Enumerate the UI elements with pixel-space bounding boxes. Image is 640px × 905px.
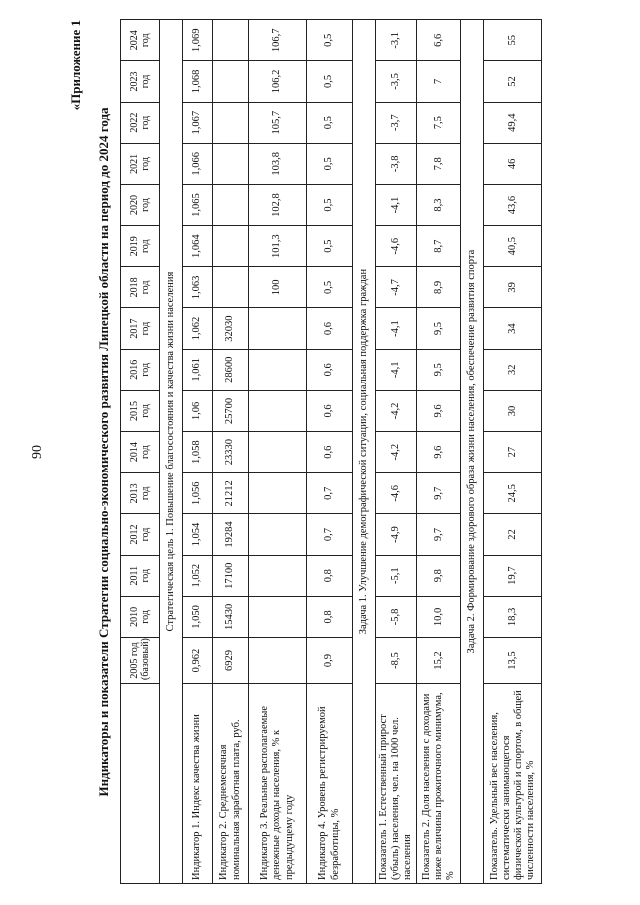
- table-cell: 1,063: [183, 267, 213, 308]
- table-cell: [249, 514, 307, 555]
- table-cell: 106,2: [249, 61, 307, 102]
- section-title: Задача 1. Улучшение демографической ситуации, социальная поддержка граждан: [353, 20, 376, 884]
- table-cell: -3,5: [376, 61, 417, 102]
- table-cell: 1,065: [183, 184, 213, 225]
- header-year: 2012 год: [121, 514, 160, 555]
- table-cell: 49,4: [484, 102, 542, 143]
- table-cell: 1,064: [183, 226, 213, 267]
- table-cell: [213, 184, 249, 225]
- section-row: [353, 20, 376, 884]
- table-cell: 105,7: [249, 102, 307, 143]
- table-cell: 27: [484, 432, 542, 473]
- header-year: 2021 год: [121, 143, 160, 184]
- table-row: [417, 20, 461, 884]
- table-cell: 28600: [213, 349, 249, 390]
- table-cell: 13,5: [484, 638, 542, 684]
- table-cell: -3,1: [376, 20, 417, 61]
- table-cell: 1,06: [183, 390, 213, 431]
- table-cell: 0,5: [307, 226, 353, 267]
- table-cell: 9,8: [417, 555, 461, 596]
- table-cell: -4,1: [376, 349, 417, 390]
- table-row: [376, 20, 417, 884]
- indicator-name: Показатель 2. Доля населения с доходами ниже величины прожиточного минимума, %: [417, 684, 461, 884]
- table-cell: 1,056: [183, 473, 213, 514]
- table-cell: 0,6: [307, 432, 353, 473]
- table-cell: 9,7: [417, 514, 461, 555]
- appendix-label: «Приложение 1: [68, 20, 83, 111]
- table-cell: 9,6: [417, 390, 461, 431]
- table-cell: -4,6: [376, 226, 417, 267]
- indicator-name: Показатель. Удельный вес населения, систематически занимающегося физической культурой и спортом, в общей численности населения, %: [484, 684, 542, 884]
- table-cell: [213, 20, 249, 61]
- table-cell: [213, 226, 249, 267]
- table-cell: -5,8: [376, 596, 417, 637]
- header-year: 2010 год: [121, 596, 160, 637]
- table-cell: 1,066: [183, 143, 213, 184]
- indicator-name: Индикатор 1. Индекс качества жизни: [183, 684, 213, 884]
- table-cell: 1,061: [183, 349, 213, 390]
- table-cell: 1,069: [183, 20, 213, 61]
- table-cell: 6,6: [417, 20, 461, 61]
- table-cell: 9,7: [417, 473, 461, 514]
- table-cell: [213, 267, 249, 308]
- header-year: 2005 год (базовый): [121, 638, 160, 684]
- table-cell: 18,3: [484, 596, 542, 637]
- table-cell: 15430: [213, 596, 249, 637]
- section-title: Стратегическая цель 1. Повышение благосостояния и качества жизни населения: [160, 20, 183, 884]
- table-row: [484, 20, 542, 884]
- table-cell: 1,052: [183, 555, 213, 596]
- table-cell: [213, 102, 249, 143]
- table-cell: 40,5: [484, 226, 542, 267]
- header-year: 2024 год: [121, 20, 160, 61]
- table-cell: 0,6: [307, 349, 353, 390]
- header-year: 2017 год: [121, 308, 160, 349]
- header-indicator: [121, 684, 160, 884]
- table-cell: 46: [484, 143, 542, 184]
- page-number: 90: [30, 445, 45, 459]
- table-cell: 9,5: [417, 349, 461, 390]
- table-cell: 1,058: [183, 432, 213, 473]
- indicator-name: Показатель 1. Естественный прирост (убыль) населения, чел. на 1000 чел. населения: [376, 684, 417, 884]
- header-year: 2013 год: [121, 473, 160, 514]
- table-cell: 0,5: [307, 20, 353, 61]
- table-row: [249, 20, 307, 884]
- table-cell: 32: [484, 349, 542, 390]
- table-cell: 0,7: [307, 514, 353, 555]
- table-cell: 100: [249, 267, 307, 308]
- table-cell: 0,9: [307, 638, 353, 684]
- table-cell: 1,068: [183, 61, 213, 102]
- table-cell: 0,5: [307, 61, 353, 102]
- header-year: 2020 год: [121, 184, 160, 225]
- table-cell: 6929: [213, 638, 249, 684]
- header-year: 2023 год: [121, 61, 160, 102]
- table-cell: -4,2: [376, 390, 417, 431]
- table-cell: -4,9: [376, 514, 417, 555]
- table-cell: 43,6: [484, 184, 542, 225]
- table-cell: 8,7: [417, 226, 461, 267]
- table-cell: 0,6: [307, 390, 353, 431]
- table-cell: 1,062: [183, 308, 213, 349]
- indicators-table: [120, 19, 542, 884]
- table-row: [307, 20, 353, 884]
- table-cell: -4,7: [376, 267, 417, 308]
- table-cell: 102,8: [249, 184, 307, 225]
- table-cell: 101,3: [249, 226, 307, 267]
- table-cell: [249, 432, 307, 473]
- header-year: 2018 год: [121, 267, 160, 308]
- table-cell: 23330: [213, 432, 249, 473]
- table-cell: [249, 390, 307, 431]
- table-cell: [249, 473, 307, 514]
- table-cell: 1,050: [183, 596, 213, 637]
- indicator-name: Индикатор 3. Реальные располагаемые денежные доходы населения, % к предыдущему году: [249, 684, 307, 884]
- table-cell: 34: [484, 308, 542, 349]
- section-row: [160, 20, 183, 884]
- table-cell: -5,1: [376, 555, 417, 596]
- table-cell: [249, 308, 307, 349]
- indicator-name: Индикатор 4. Уровень регистрируемой безработицы, %: [307, 684, 353, 884]
- table-cell: 10,0: [417, 596, 461, 637]
- section-row: [461, 20, 484, 884]
- table-cell: 0,5: [307, 102, 353, 143]
- header-year: 2015 год: [121, 390, 160, 431]
- table-cell: 1,067: [183, 102, 213, 143]
- table-cell: 7: [417, 61, 461, 102]
- table-cell: [249, 349, 307, 390]
- header-year: 2016 год: [121, 349, 160, 390]
- header-year: 2022 год: [121, 102, 160, 143]
- table-header-row: [121, 20, 160, 884]
- table-cell: [213, 61, 249, 102]
- header-year: 2014 год: [121, 432, 160, 473]
- table-cell: 24,5: [484, 473, 542, 514]
- table-cell: 22: [484, 514, 542, 555]
- table-cell: 19,7: [484, 555, 542, 596]
- table-cell: 7,8: [417, 143, 461, 184]
- table-cell: 52: [484, 61, 542, 102]
- document-title: Индикаторы и показатели Стратегии социально-экономического развития Липецкой области на период до 2024 года: [96, 107, 111, 797]
- table-cell: 9,6: [417, 432, 461, 473]
- table-cell: 17100: [213, 555, 249, 596]
- table-cell: 9,5: [417, 308, 461, 349]
- table-cell: 55: [484, 20, 542, 61]
- table-cell: -4,1: [376, 308, 417, 349]
- table-cell: 19284: [213, 514, 249, 555]
- table-cell: [249, 596, 307, 637]
- table-row: [183, 20, 213, 884]
- table-cell: 30: [484, 390, 542, 431]
- rotated-page: [20, 12, 620, 892]
- table-cell: -8,5: [376, 638, 417, 684]
- table-cell: 21212: [213, 473, 249, 514]
- table-cell: 0,8: [307, 555, 353, 596]
- table-cell: 0,6: [307, 308, 353, 349]
- table-cell: [213, 143, 249, 184]
- table-cell: 0,5: [307, 143, 353, 184]
- table-cell: 1,054: [183, 514, 213, 555]
- header-year: 2019 год: [121, 226, 160, 267]
- table-cell: 15,2: [417, 638, 461, 684]
- table-cell: 8,9: [417, 267, 461, 308]
- table-cell: -4,2: [376, 432, 417, 473]
- table-cell: 0,7: [307, 473, 353, 514]
- indicator-name: Индикатор 2. Среднемесячная номинальная заработная плата, руб.: [213, 684, 249, 884]
- table-cell: 0,962: [183, 638, 213, 684]
- table-row: [213, 20, 249, 884]
- table-cell: 32030: [213, 308, 249, 349]
- table-cell: -4,6: [376, 473, 417, 514]
- table-cell: 0,5: [307, 267, 353, 308]
- table-cell: [249, 638, 307, 684]
- table-cell: 8,3: [417, 184, 461, 225]
- table-cell: 0,8: [307, 596, 353, 637]
- table-cell: 103,8: [249, 143, 307, 184]
- table-cell: 0,5: [307, 184, 353, 225]
- table-cell: 7,5: [417, 102, 461, 143]
- table-cell: 39: [484, 267, 542, 308]
- table-cell: 106,7: [249, 20, 307, 61]
- table-cell: -3,8: [376, 143, 417, 184]
- table-cell: [249, 555, 307, 596]
- table-cell: 25700: [213, 390, 249, 431]
- table-cell: -4,1: [376, 184, 417, 225]
- section-title: Задача 2. Формирование здорового образа жизни населения, обеспечение развития спорта: [461, 20, 484, 884]
- table-cell: -3,7: [376, 102, 417, 143]
- header-year: 2011 год: [121, 555, 160, 596]
